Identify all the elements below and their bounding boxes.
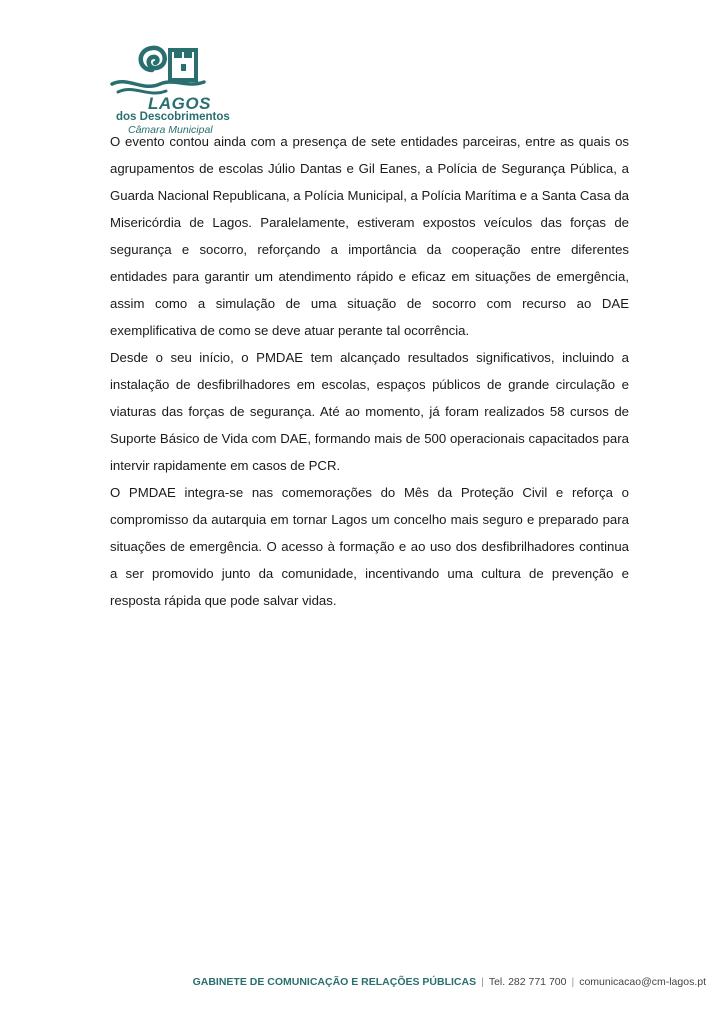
footer-divider: |: [481, 976, 484, 988]
document-body: [110, 128, 629, 614]
logo-title: LAGOS: [148, 94, 211, 113]
footer-department: GABINETE DE COMUNICAÇÃO E RELAÇÕES PÚBLICAS: [192, 976, 477, 988]
footer-divider: |: [571, 976, 575, 988]
paragraph: Desde o seu início, o PMDAE tem alcançado resultados significativos, incluindo a instalação de desfibrilhadores em escolas, espaços públicos de grande circulação e viaturas das forças de segurança. Até ao momento, já foram realizados 58 cursos de Suporte Básico de Vida com DAE, formando mais de 500 operacionais capacitados para intervir rapidamente em casos de PCR.: [110, 350, 629, 473]
footer-phone: Tel. 282 771 700: [488, 976, 567, 988]
footer-email: comunicacao@cm-lagos.pt: [579, 976, 706, 988]
paragraph: O evento contou ainda com a presença de sete entidades parceiras, entre as quais os agrupamentos de escolas Júlio Dantas e Gil Eanes, a Polícia de Segurança Pública, a Guarda Nacional Republicana, a Polícia Municipal, a Polícia Marítima e a Santa Casa da Misericórdia de Lagos. Paralelamente, estiveram expostos veículos das forças de segurança e socorro, reforçando a importância da cooperação entre diferentes entidades para garantir um atendimento rápido e eficaz em situações de emergência, assim como a simulação de uma situação de socorro com recurso ao DAE exemplificativa de como se deve atuar perante tal ocorrência.: [110, 134, 629, 338]
lagos-emblem-icon: [108, 40, 228, 100]
page-footer: [193, 976, 706, 988]
logo-organization: Câmara Municipal: [128, 124, 213, 136]
logo: [108, 40, 228, 136]
paragraph: O PMDAE integra-se nas comemorações do Mês da Proteção Civil e reforça o compromisso da autarquia em tornar Lagos um concelho mais seguro e preparado para situações de emergência. O acesso à formação e ao uso dos desfibrilhadores continua a ser promovido junto da comunidade, incentivando uma cultura de prevenção e resposta rápida que pode salvar vidas.: [110, 485, 629, 608]
logo-subtitle: dos Descobrimentos: [116, 111, 230, 123]
